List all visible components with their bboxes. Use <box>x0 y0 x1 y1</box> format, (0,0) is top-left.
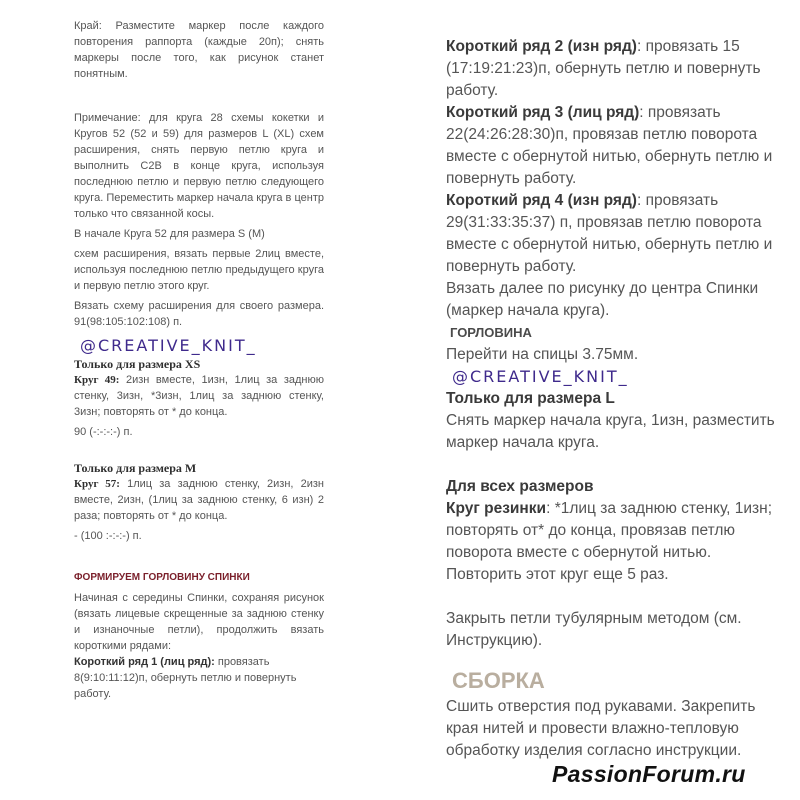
size-s-intro: В начале Круга 52 для размера S (M) <box>74 228 265 240</box>
size-s-paragraph: схем расширения, вязать первые 2лиц вместе, используя последнюю петлю предыдущего круга и первую петлю этого круг. <box>74 248 324 292</box>
assembly-heading: СБОРКА <box>452 668 545 693</box>
size-l-heading: Только для размера L <box>446 390 615 407</box>
size-xs-count: 90 (-:-:-:-) п. <box>74 426 133 438</box>
short-row-4 <box>446 190 776 278</box>
watermark-text-left: @CREATIVE_KNIT_ <box>80 336 257 355</box>
short-row-1 <box>74 654 324 702</box>
round-49-text: 2изн вместе, 1изн, 1лиц за заднюю стенку, 3изн, *3изн, 1лиц за заднюю стенку, 3изн; повторять от * до конца. <box>74 374 324 418</box>
size-m-count: - (100 :-:-:-) п. <box>74 530 142 542</box>
round-57-text: 1лиц за заднюю стенку, 2изн, 2изн вместе, 2изн, (1лиц за заднюю стенку, 6 изн) 2 раза; повторять от * до конца. <box>74 478 325 522</box>
size-l-text: Снять маркер начала круга, 1изн, разместить маркер начала круга. <box>446 412 775 451</box>
size-xs-heading: Только для размера XS <box>74 357 201 371</box>
bind-off-text: Закрыть петли тубулярным методом (см. Инструкцию). <box>446 610 742 649</box>
rib-round-label: Круг резинки <box>446 500 547 517</box>
short-row-2-label: Короткий ряд 2 (изн ряд) <box>446 38 637 55</box>
neckline-text: Перейти на спицы 3.75мм. <box>446 346 639 363</box>
size-m-paragraph <box>74 476 324 524</box>
short-row-3-text: : провязать 22(24:26:28:30)п, провязав петлю поворота вместе с обернутой нитью, обернуть петлю и повернуть работу. <box>446 104 773 187</box>
short-row-1-text: провязать 8(9:10:11:12)п, обернуть петлю и повернуть работу. <box>74 656 297 700</box>
short-row-2-text: : провязать 15 (17:19:21:23)п, обернуть петлю и повернуть работу. <box>446 38 761 99</box>
back-neckline-heading: ФОРМИРУЕМ ГОРЛОВИНУ СПИНКИ <box>74 572 250 583</box>
left-column <box>74 18 324 702</box>
round-57-label: Круг 57: <box>74 478 120 490</box>
short-row-2 <box>446 36 776 102</box>
edge-paragraph: Край: Разместите маркер после каждого повторения раппорта (каждые 20п); снять маркеры после того, как рисунок станет понятным. <box>74 20 324 80</box>
short-rows-intro: Начиная с середины Спинки, сохраняя рисунок (вязать лицевые скрещенные за заднюю стенку и изнаночные петли), продолжить вязать короткими рядами: <box>74 592 324 652</box>
rib-round <box>446 498 776 564</box>
right-column <box>446 36 776 762</box>
short-row-4-label: Короткий ряд 4 (изн ряд) <box>446 192 637 209</box>
short-row-3 <box>446 102 776 190</box>
round-49-label: Круг 49: <box>74 374 120 386</box>
size-xs-paragraph <box>74 372 324 420</box>
watermark-text-right: @CREATIVE_KNIT_ <box>452 367 629 386</box>
rib-round-text: : *1лиц за заднюю стенку, 1изн; повторять от* до конца, провязав петлю поворота вместе с обернутой нитью. <box>446 500 773 561</box>
note-paragraph: Примечание: для круга 28 схемы кокетки и Кругов 52 (52 и 59) для размеров L (XL) схем расширения, снять первую петлю круга и выполнить C2B в конце круга, используя последнюю петлю и первую петлю следующего круга. Переместить маркер начала круга в центр только что связанной косы. <box>74 112 324 220</box>
continue-paragraph: Вязать далее по рисунку до центра Спинки (маркер начала круга). <box>446 280 759 319</box>
short-row-3-label: Короткий ряд 3 (лиц ряд) <box>446 104 640 121</box>
expansion-paragraph: Вязать схему расширения для своего размера. 91(98:105:102:108) п. <box>74 300 324 328</box>
assembly-text: Сшить отверстия под рукавами. Закрепить края нитей и провести влажно-тепловую обработку изделия согласно инструкции. <box>446 698 756 759</box>
neckline-heading: ГОРЛОВИНА <box>450 325 532 340</box>
short-row-1-label: Короткий ряд 1 (лиц ряд): <box>74 656 215 668</box>
repeat-text: Повторить этот круг еще 5 раз. <box>446 566 669 583</box>
site-watermark: PassionForum.ru <box>552 761 746 787</box>
short-row-4-text: : провязать 29(31:33:35:37) п, провязав петлю поворота вместе с обернутой нитью, обернуть петлю и повернуть работу. <box>446 192 773 275</box>
size-m-heading: Только для размера M <box>74 461 197 475</box>
all-sizes-heading: Для всех размеров <box>446 478 594 495</box>
